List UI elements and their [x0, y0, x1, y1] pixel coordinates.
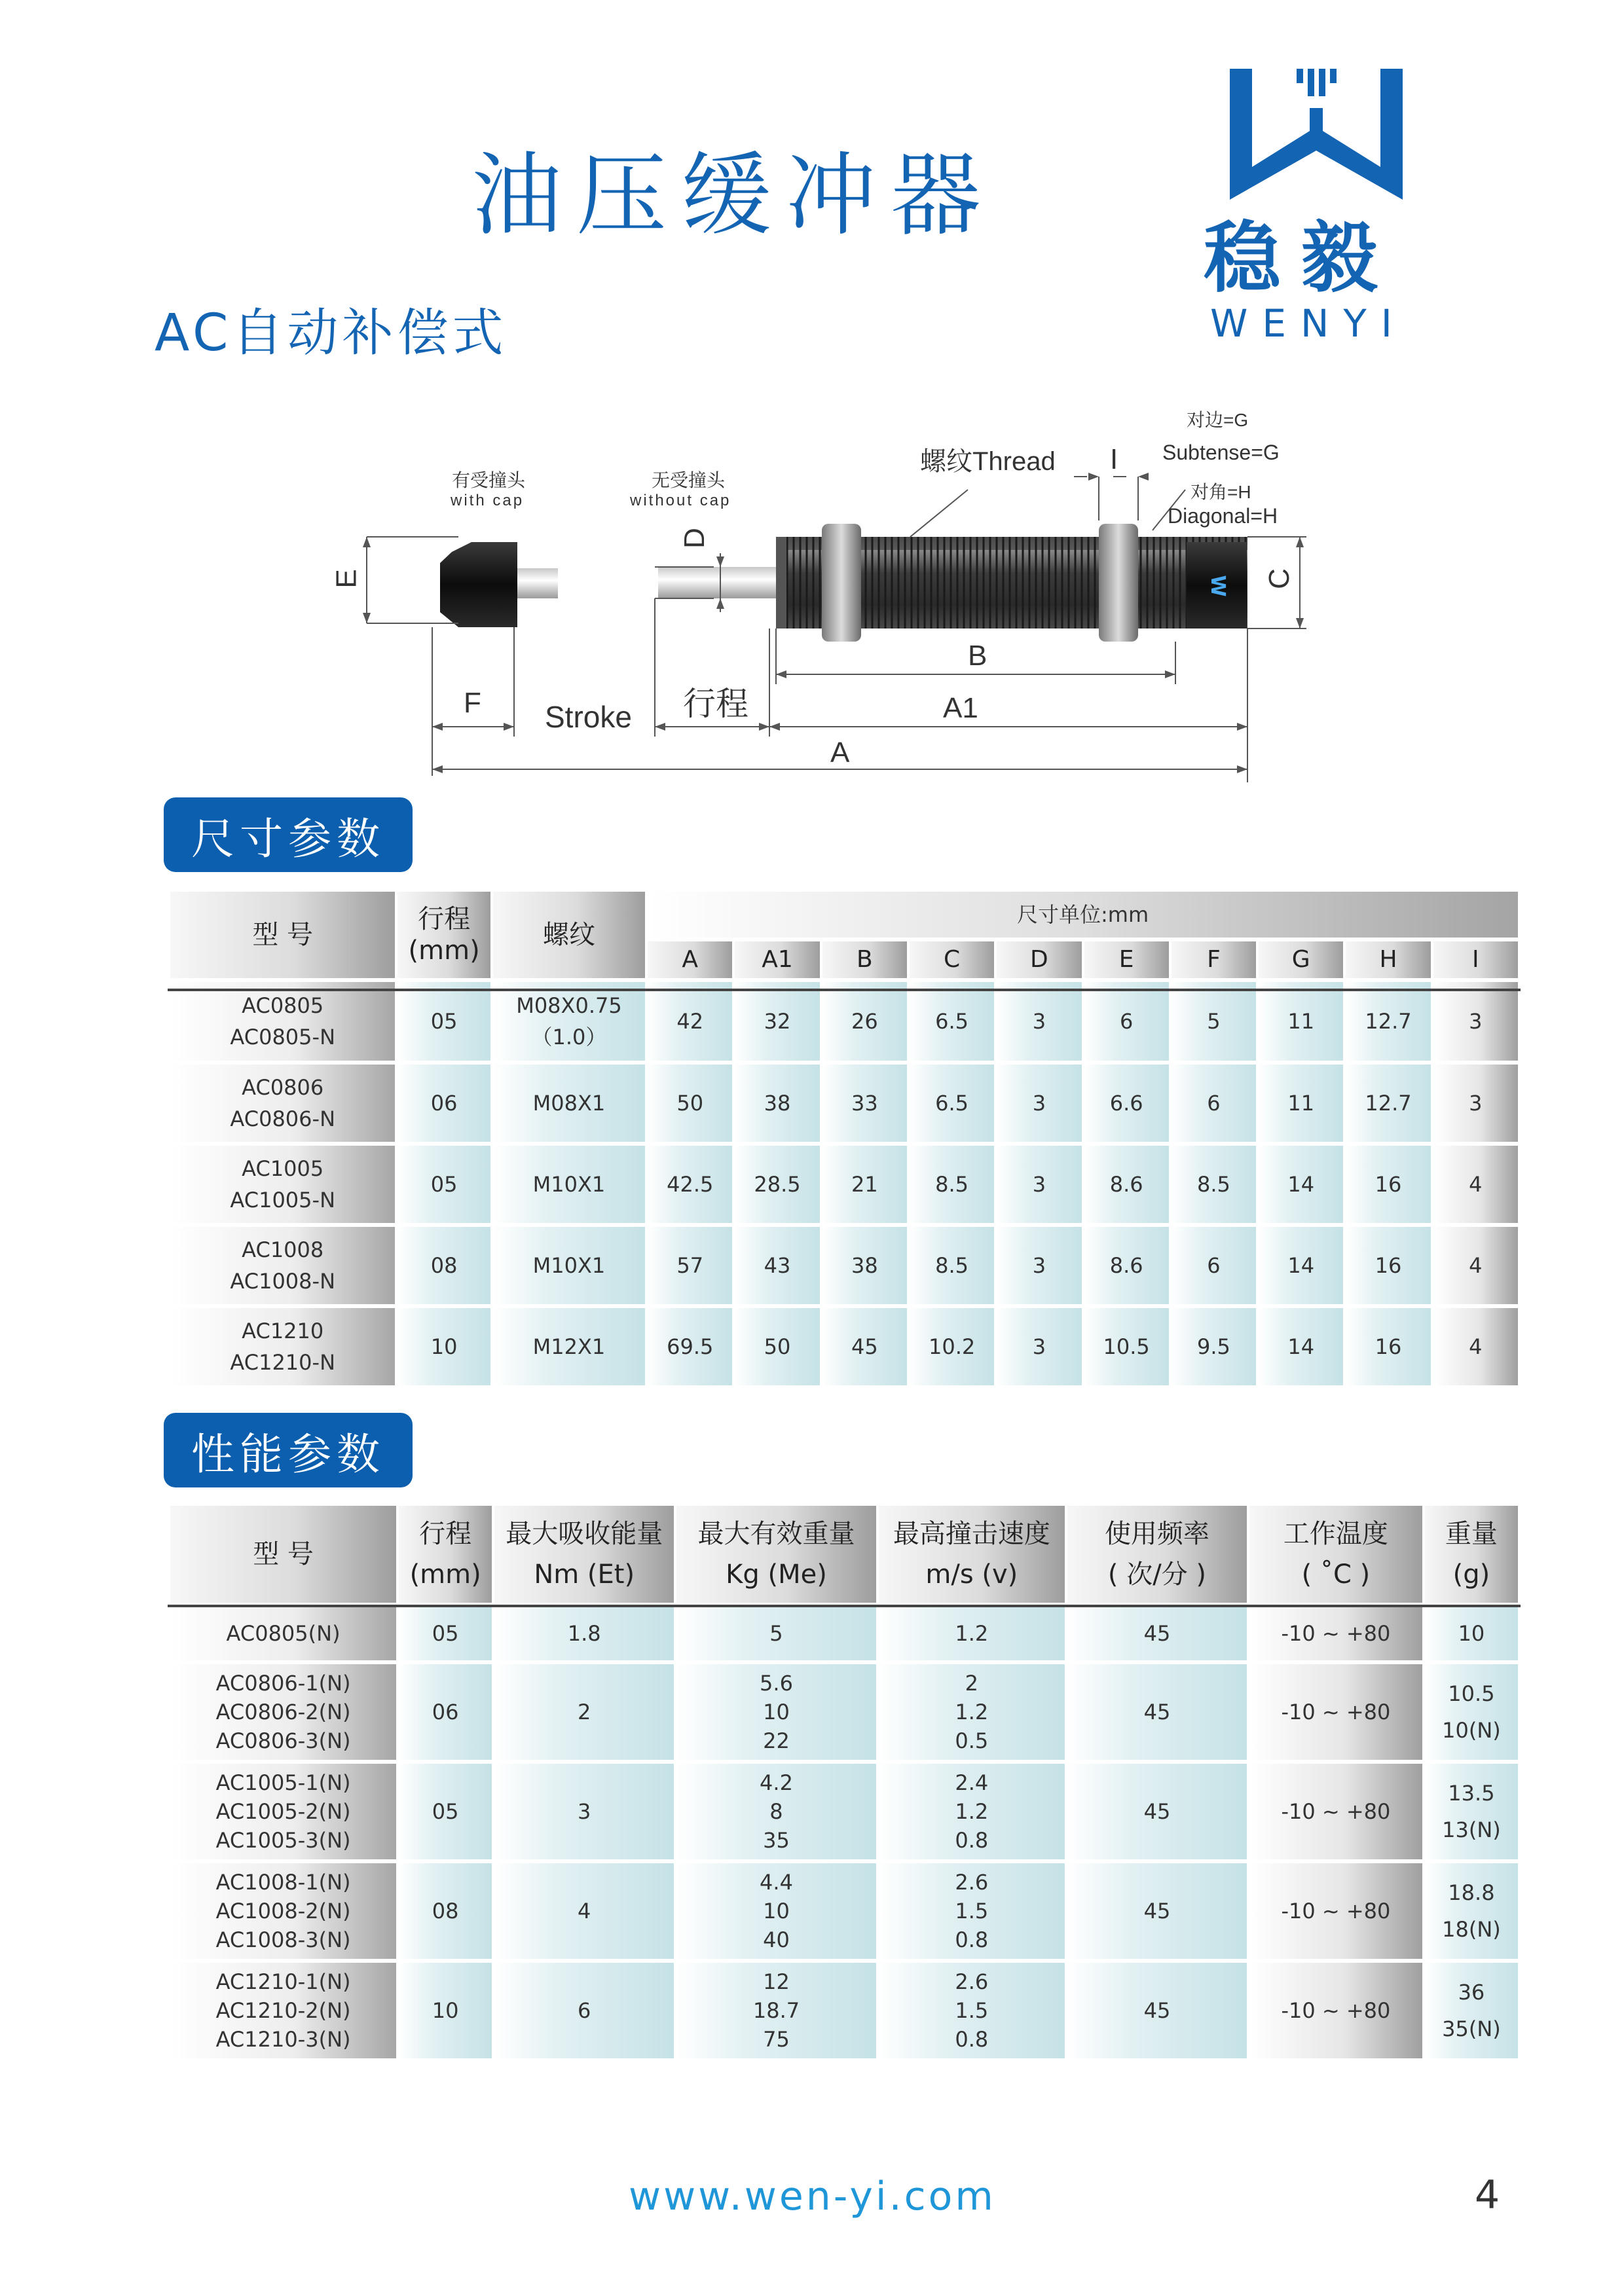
model-cell	[170, 1146, 395, 1223]
column-header-a1: A1	[735, 941, 819, 978]
model-name: AC1210	[242, 1319, 324, 1343]
dim-value-d: 3	[997, 1065, 1081, 1142]
dim-value-f: 5	[1172, 982, 1256, 1061]
table-row	[170, 1227, 1518, 1304]
shock-absorber-diagram	[0, 393, 1624, 812]
piston-rod	[658, 567, 776, 598]
dim-value-d: 3	[997, 1227, 1081, 1304]
speed-value: 0.8	[955, 1927, 989, 1952]
weight-cell	[676, 1764, 876, 1859]
dim-value-g: 14	[1259, 1146, 1343, 1223]
column-header-c: C	[910, 941, 994, 978]
dim-value-e: 8.6	[1084, 1146, 1169, 1223]
mass-cell	[1425, 1607, 1518, 1660]
dim-value-c: 6.5	[910, 1065, 994, 1142]
speed-value: 2.6	[955, 1969, 989, 1994]
speed-value: 2	[965, 1671, 978, 1696]
model-name: AC0806	[242, 1075, 324, 1100]
speed-value: 1.5	[955, 1998, 989, 2023]
frequency-cell: 45	[1067, 1607, 1247, 1660]
header-max-energy-unit: Nm (Et)	[534, 1559, 635, 1590]
header-mass-unit: (g)	[1452, 1559, 1490, 1590]
model-cell	[170, 1664, 396, 1760]
model-name-n: AC0805-N	[230, 1025, 335, 1049]
stroke-cell: 08	[399, 1863, 492, 1959]
dim-value-d: 3	[997, 1308, 1081, 1385]
speed-cell	[879, 1607, 1065, 1660]
model-name: AC1005-1(N)	[215, 1770, 351, 1795]
dim-e-label: E	[330, 569, 363, 589]
stroke-cell: 06	[397, 1065, 490, 1142]
model-name-n: AC1008-N	[230, 1269, 335, 1294]
dim-value-c: 6.5	[910, 982, 994, 1061]
energy-cell: 1.8	[494, 1607, 674, 1660]
dim-value-a: 69.5	[648, 1308, 732, 1385]
dim-value-a: 42	[648, 982, 732, 1061]
temperature-cell: -10 ~ +80	[1249, 1664, 1422, 1760]
header-max-speed-label: 最高撞击速度	[893, 1519, 1050, 1549]
thread-cell	[493, 1227, 645, 1304]
energy-cell: 6	[494, 1963, 674, 2058]
thread-cell	[493, 1146, 645, 1223]
header-max-weight	[676, 1506, 876, 1603]
header-max-energy-label: 最大吸收能量	[506, 1519, 663, 1549]
model-name: AC1210-2(N)	[215, 1998, 351, 2023]
dim-value-a1: 43	[735, 1227, 819, 1304]
speed-value: 0.8	[955, 2027, 989, 2052]
model-name: AC1210-3(N)	[215, 2027, 351, 2052]
dim-value-b: 33	[822, 1065, 907, 1142]
weight-value: 12	[763, 1969, 790, 1994]
dim-value-h: 16	[1346, 1308, 1430, 1385]
model-name: AC1005	[242, 1156, 324, 1181]
website-url[interactable]: www.wen-yi.com	[629, 2174, 996, 2219]
model-name-n: AC1210-N	[230, 1350, 335, 1375]
table-row	[170, 1863, 1518, 1959]
weight-cell	[676, 1963, 876, 2058]
stroke-cell: 08	[397, 1227, 490, 1304]
dim-value-i: 4	[1433, 1308, 1518, 1385]
thread-value: M10X1	[532, 1253, 606, 1278]
column-header-i: I	[1433, 941, 1518, 978]
header-max-speed	[879, 1506, 1065, 1603]
mass-value: 10.5	[1448, 1681, 1495, 1706]
stroke-label-cn: 行程	[683, 685, 748, 722]
weight-value: 10	[763, 1700, 790, 1724]
table-row	[170, 1607, 1518, 1660]
stroke-cell: 05	[399, 1607, 492, 1660]
wenyi-logo-icon	[1225, 69, 1408, 206]
dim-value-g: 14	[1259, 1227, 1343, 1304]
thread-value: M08X1	[532, 1091, 606, 1116]
header-unit: 尺寸单位:mm	[648, 892, 1518, 938]
header-frequency-unit: ( 次/分 )	[1107, 1559, 1206, 1590]
dim-a-label: A	[830, 737, 850, 769]
dim-value-c: 10.2	[910, 1308, 994, 1385]
dim-value-c: 8.5	[910, 1146, 994, 1223]
mass-cell	[1425, 1664, 1518, 1760]
header-temperature-label: 工作温度	[1283, 1519, 1388, 1549]
mass-cell	[1425, 1764, 1518, 1859]
dim-f-label: F	[464, 687, 481, 719]
performance-header-rule	[168, 1605, 1521, 1607]
model-cell	[170, 1963, 396, 2058]
dim-value-f: 8.5	[1172, 1146, 1256, 1223]
model-name: AC1008	[242, 1237, 324, 1262]
dim-value-c: 8.5	[910, 1227, 994, 1304]
mass-cell	[1425, 1863, 1518, 1959]
dim-d-label: D	[678, 528, 710, 549]
dim-value-g: 11	[1259, 1065, 1343, 1142]
header-model-label: 型 号	[253, 1539, 314, 1569]
header-model: 型 号	[170, 892, 395, 978]
model-name: AC1005-2(N)	[215, 1799, 351, 1824]
temperature-cell: -10 ~ +80	[1249, 1764, 1422, 1859]
dim-value-a1: 28.5	[735, 1146, 819, 1223]
weight-value: 5	[769, 1621, 783, 1646]
weight-value: 22	[763, 1728, 790, 1753]
thread-value: M12X1	[532, 1334, 606, 1359]
svg-text:W: W	[1206, 575, 1229, 597]
frequency-cell: 45	[1067, 1963, 1247, 2058]
dim-value-f: 6	[1172, 1065, 1256, 1142]
dim-value-e: 6.6	[1084, 1065, 1169, 1142]
energy-cell: 3	[494, 1764, 674, 1859]
model-cell	[170, 1308, 395, 1385]
table-row	[170, 1308, 1518, 1385]
header-stroke-unit: (mm)	[409, 1559, 481, 1590]
speed-value: 2.6	[955, 1870, 989, 1895]
speed-cell	[879, 1963, 1065, 2058]
weight-cell	[676, 1664, 876, 1760]
without-cap-label-cn: 无受撞头	[652, 470, 726, 490]
model-name: AC0805	[242, 993, 324, 1018]
column-header-g: G	[1259, 941, 1343, 978]
frequency-cell: 45	[1067, 1863, 1247, 1959]
dim-value-e: 8.6	[1084, 1227, 1169, 1304]
thread-cell	[493, 1065, 645, 1142]
speed-value: 0.8	[955, 1828, 989, 1853]
header-temperature	[1249, 1506, 1422, 1603]
table-row	[170, 1664, 1518, 1760]
column-header-b: B	[822, 941, 907, 978]
frequency-cell: 45	[1067, 1764, 1247, 1859]
table-row	[170, 1764, 1518, 1859]
dim-value-a: 42.5	[648, 1146, 732, 1223]
with-cap-label-en: with cap	[451, 492, 525, 509]
model-name-n: AC0806-N	[230, 1106, 335, 1131]
stroke-cell: 10	[397, 1308, 490, 1385]
speed-value: 1.2	[955, 1700, 989, 1724]
dim-value-b: 45	[822, 1308, 907, 1385]
performance-table	[168, 1502, 1521, 2062]
mass-value: 13.5	[1448, 1781, 1495, 1806]
weight-value: 75	[763, 2027, 790, 2052]
dim-value-b: 38	[822, 1227, 907, 1304]
table-row	[170, 982, 1518, 1061]
model-cell	[170, 1863, 396, 1959]
mass-value: 18(N)	[1442, 1917, 1501, 1942]
without-cap-label-en: without cap	[630, 492, 731, 509]
mass-value: 10(N)	[1442, 1718, 1501, 1743]
thread-cell	[493, 1308, 645, 1385]
cap-part	[440, 542, 517, 627]
header-frequency	[1067, 1506, 1247, 1603]
weight-value: 10	[763, 1899, 790, 1923]
speed-value: 1.5	[955, 1899, 989, 1923]
mass-value: 35(N)	[1442, 2016, 1501, 2041]
dimensions-table	[168, 888, 1521, 1389]
dim-value-h: 12.7	[1346, 1065, 1430, 1142]
dim-value-e: 10.5	[1084, 1308, 1169, 1385]
temperature-cell: -10 ~ +80	[1249, 1863, 1422, 1959]
stroke-cell: 10	[399, 1963, 492, 2058]
page-number: 4	[1475, 2172, 1500, 2218]
table-row	[170, 1065, 1518, 1142]
performance-section-title: 性能参数	[164, 1413, 413, 1487]
dim-value-i: 4	[1433, 1227, 1518, 1304]
subtense-label-cn: 对边=G	[1187, 410, 1249, 430]
model-name: AC0806-2(N)	[215, 1700, 351, 1724]
speed-cell	[879, 1863, 1065, 1959]
mass-value: 18.8	[1448, 1880, 1495, 1905]
dim-value-a: 57	[648, 1227, 732, 1304]
model-cell	[170, 1065, 395, 1142]
weight-value: 35	[763, 1828, 790, 1853]
header-max-weight-unit: Kg (Me)	[726, 1559, 827, 1590]
model-cell	[170, 1764, 396, 1859]
header-stroke	[399, 1506, 492, 1603]
model-cell	[170, 1607, 396, 1660]
nut-left	[822, 524, 861, 642]
dim-value-g: 11	[1259, 982, 1343, 1061]
dim-value-d: 3	[997, 1146, 1081, 1223]
dim-value-g: 14	[1259, 1308, 1343, 1385]
weight-cell	[676, 1607, 876, 1660]
speed-value: 1.2	[955, 1799, 989, 1824]
column-header-a: A	[648, 941, 732, 978]
model-name: AC0806-3(N)	[215, 1728, 351, 1753]
dim-i-label: I	[1110, 443, 1118, 475]
header-stroke	[397, 892, 490, 978]
dim-value-i: 3	[1433, 1065, 1518, 1142]
dim-value-b: 26	[822, 982, 907, 1061]
stroke-cell: 05	[399, 1764, 492, 1859]
model-cell	[170, 982, 395, 1061]
weight-value: 18.7	[752, 1998, 800, 2023]
dim-value-i: 3	[1433, 982, 1518, 1061]
frequency-cell: 45	[1067, 1664, 1247, 1760]
header-mass	[1425, 1506, 1518, 1603]
page-title: 油压缓冲器	[471, 143, 996, 248]
table-row	[170, 1963, 1518, 2058]
brand-name-cn: 稳毅	[1204, 213, 1398, 303]
weight-value: 4.4	[760, 1870, 793, 1895]
weight-cell	[676, 1863, 876, 1959]
energy-cell: 2	[494, 1664, 674, 1760]
weight-value: 4.2	[760, 1770, 793, 1795]
speed-cell	[879, 1664, 1065, 1760]
model-name: AC1008-2(N)	[215, 1899, 351, 1923]
column-header-d: D	[997, 941, 1081, 978]
stroke-label-en: Stroke	[545, 700, 632, 734]
column-header-f: F	[1172, 941, 1256, 978]
dimensions-section-title: 尺寸参数	[164, 797, 413, 872]
table-row	[170, 1146, 1518, 1223]
temperature-cell: -10 ~ +80	[1249, 1607, 1422, 1660]
dim-value-h: 16	[1346, 1227, 1430, 1304]
stroke-cell: 06	[399, 1664, 492, 1760]
weight-value: 8	[769, 1799, 783, 1824]
thread-label: 螺纹Thread	[920, 447, 1056, 476]
dim-value-a: 50	[648, 1065, 732, 1142]
mass-value: 13(N)	[1442, 1817, 1501, 1842]
page-subtitle: AC自动补偿式	[155, 304, 507, 363]
speed-value: 0.5	[955, 1728, 989, 1753]
dim-b-label: B	[968, 640, 987, 672]
brand-name-en: WENYI	[1210, 301, 1407, 346]
dim-value-a1: 50	[735, 1308, 819, 1385]
dim-value-b: 21	[822, 1146, 907, 1223]
header-stroke-label: 行程	[419, 1519, 472, 1549]
header-mass-label: 重量	[1445, 1519, 1498, 1549]
dim-a1-label: A1	[943, 692, 978, 724]
dim-c-label: C	[1263, 568, 1295, 589]
energy-cell: 4	[494, 1863, 674, 1959]
diagonal-label-en: Diagonal=H	[1168, 504, 1278, 528]
header-model	[170, 1506, 396, 1603]
model-name: AC0806-1(N)	[215, 1671, 351, 1696]
thread-cell	[493, 982, 645, 1061]
thread-value: M08X0.75	[516, 993, 622, 1018]
diagonal-label-cn: 对角=H	[1190, 482, 1251, 502]
dim-value-i: 4	[1433, 1146, 1518, 1223]
mass-cell	[1425, 1963, 1518, 2058]
nut-right	[1099, 524, 1138, 642]
weight-value: 40	[763, 1927, 790, 1952]
thread-value: M10X1	[532, 1172, 606, 1197]
model-name: AC1210-1(N)	[215, 1969, 351, 1994]
stroke-cell: 05	[397, 1146, 490, 1223]
dim-value-d: 3	[997, 982, 1081, 1061]
header-frequency-label: 使用频率	[1104, 1519, 1209, 1549]
temperature-cell: -10 ~ +80	[1249, 1963, 1422, 2058]
model-name: AC1008-3(N)	[215, 1927, 351, 1952]
dim-value-f: 6	[1172, 1227, 1256, 1304]
body-logo-text	[1199, 601, 1201, 602]
column-header-h: H	[1346, 941, 1430, 978]
dim-value-h: 16	[1346, 1146, 1430, 1223]
model-name: AC1008-1(N)	[215, 1870, 351, 1895]
dim-value-e: 6	[1084, 982, 1169, 1061]
speed-value: 1.2	[955, 1621, 989, 1646]
model-name: AC0805(N)	[226, 1621, 341, 1646]
header-max-weight-label: 最大有效重量	[697, 1519, 855, 1549]
thread-pitch: （1.0）	[531, 1025, 607, 1049]
model-cell	[170, 1227, 395, 1304]
header-max-speed-unit: m/s (v)	[925, 1559, 1018, 1590]
mass-value: 10	[1458, 1621, 1485, 1646]
subtense-label-en: Subtense=G	[1162, 441, 1280, 464]
stroke-cell: 05	[397, 982, 490, 1061]
dim-value-a1: 32	[735, 982, 819, 1061]
model-name: AC1005-3(N)	[215, 1828, 351, 1853]
header-max-energy	[494, 1506, 674, 1603]
dim-value-h: 12.7	[1346, 982, 1430, 1061]
model-name-n: AC1005-N	[230, 1188, 335, 1212]
dim-value-f: 9.5	[1172, 1308, 1256, 1385]
header-stroke-unit: (mm)	[408, 936, 480, 966]
header-thread: 螺纹	[493, 892, 645, 978]
header-stroke-label: 行程	[418, 904, 471, 934]
speed-cell	[879, 1764, 1065, 1859]
dimensions-header-rule	[168, 989, 1521, 991]
header-temperature-unit: ( ˚C )	[1301, 1559, 1371, 1590]
mass-value: 36	[1458, 1980, 1485, 2005]
speed-value: 2.4	[955, 1770, 989, 1795]
with-cap-label-cn: 有受撞头	[452, 470, 526, 490]
weight-value: 5.6	[760, 1671, 793, 1696]
dim-value-a1: 38	[735, 1065, 819, 1142]
column-header-e: E	[1084, 941, 1169, 978]
